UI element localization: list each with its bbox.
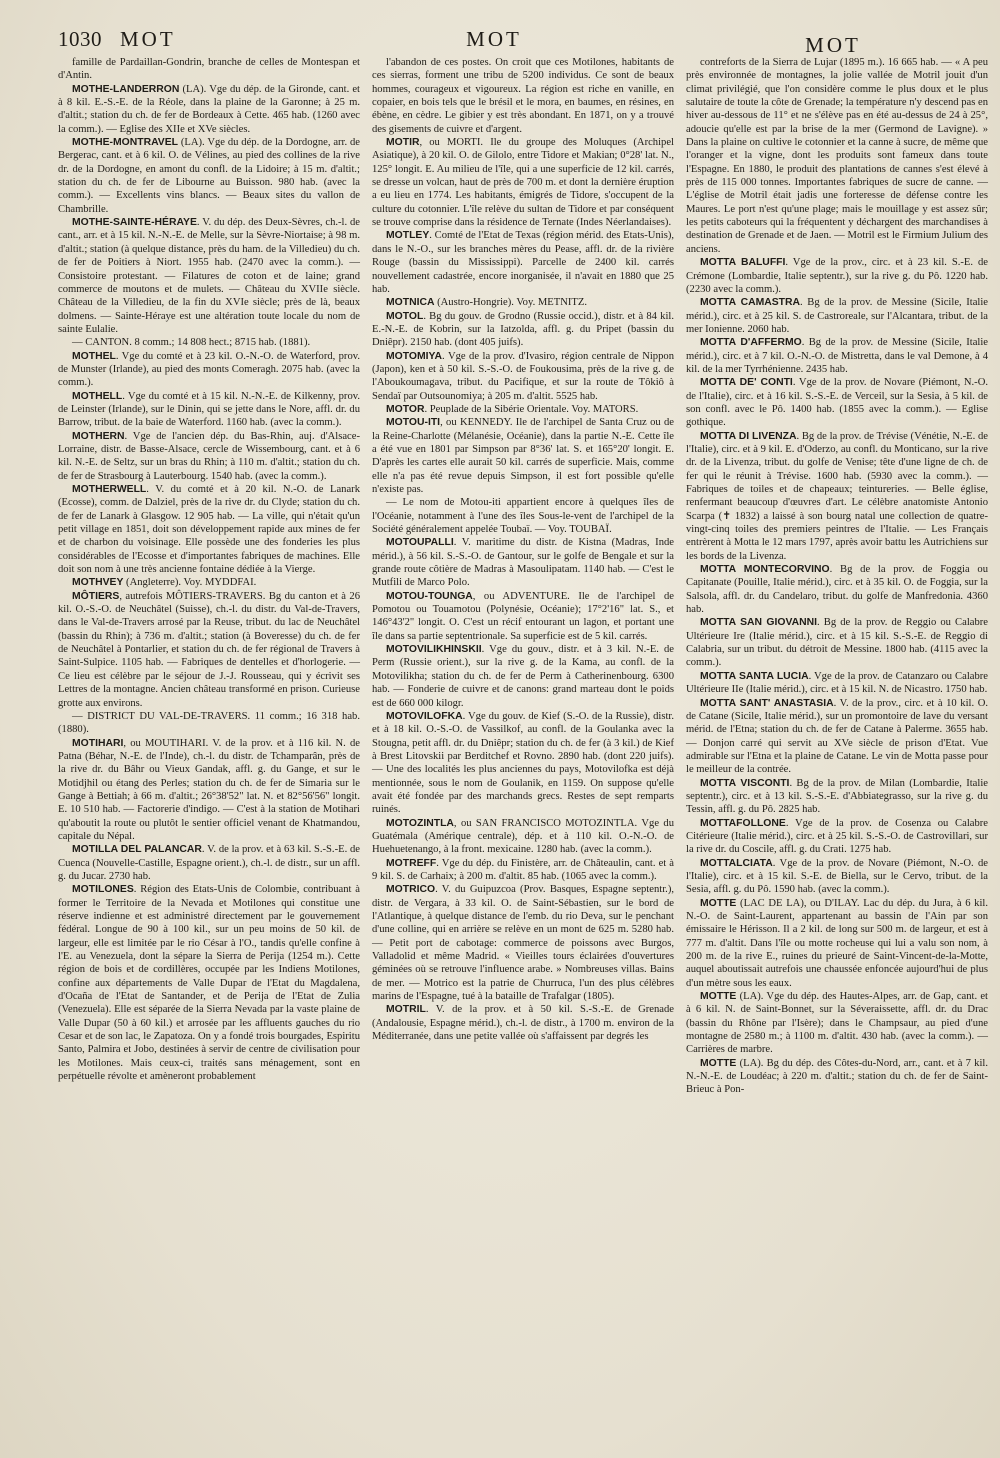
dictionary-entry xyxy=(372,857,674,884)
dictionary-entry xyxy=(372,56,674,136)
dictionary-entry xyxy=(58,390,360,430)
entry-headword: MOTHERWELL xyxy=(72,484,147,495)
entry-text: — DISTRICT DU VAL-DE-TRAVERS. 11 comm.; 16 318 hab. (1880). xyxy=(58,710,360,736)
entry-headword: MOTTA SANTA LUCIA xyxy=(700,670,809,682)
dictionary-entry xyxy=(58,737,360,844)
dictionary-entry xyxy=(372,229,674,296)
entry-text: , ou SAN FRANCISCO MOTOZINTLA. Vge du Guatémala (Amérique centrale), dép. et à 110 kil. O.-N.-O. de Huehuetenango, à la front. mexicaine. 1280 hab. (avec la comm.). xyxy=(372,817,674,856)
entry-headword: MOTTALCIATA xyxy=(700,857,773,869)
dictionary-entry xyxy=(686,670,988,697)
entry-text: . Vge de la prov. de Cosenza ou Calabre Citérieure (Italie mérid.), circ. et à 25 kil. S.-S.-O. de Castrovillari, sur la rive dr. du Coscile, affl. g. du Crati. 1275 hab. xyxy=(686,817,988,856)
dictionary-entry xyxy=(686,1057,988,1097)
dictionary-entry xyxy=(372,350,674,403)
entry-headword: MOTILLA DEL PALANCAR xyxy=(72,844,202,856)
entry-headword: MOTOR xyxy=(386,403,425,415)
entry-text: . Vge de la prov. d'Ivasiro, région centrale de Nippon (Japon), ken et à 50 kil. S.-S.-O. de Foukousima, près de la rive g. de l'Aboukoumagava, tribut. du Pacifique, et sur la route de Tôkiô à Sendaï par Outsounomiya; à 205 m. d'altit. 5525 hab. xyxy=(372,350,674,402)
dictionary-entry xyxy=(372,296,674,309)
entry-text: (LA). Vge du dép. des Hautes-Alpes, arr. de Gap, cant. et à 6 kil. N. de Saint-Bonnet, sur la Séveraissette, affl. dr. du Drac (bassin du Rhône par l'Isère); dans le Champsaur, au pied d'une montagne de 2580 m.; à 1100 m. d'altit. 430 hab. (avec la comm.). — Carrières de marbre. xyxy=(686,991,988,1056)
dictionary-entry xyxy=(372,883,674,1003)
entry-text: . V. du comté et à 20 kil. N.-O. de Lanark (Ecosse), comm. de Dalziel, près de la rive dr. du Clyde; station du ch. de fer de Lanark à Glasgow. 12 905 hab. — La ville, qui n'était qu'un petit village en 1851, doit son développement rapide aux mines de fer et de charbon du voisinage. Elle possède une des fonderies les plus considérables de l'Ecosse et d'importantes fabriques de machines. Elle doit son nom à une très ancienne fontaine dédiée à la Vierge. xyxy=(58,484,360,576)
entry-headword: MOTTA DE' CONTI xyxy=(700,377,793,389)
dictionary-entry xyxy=(58,590,360,710)
dictionary-entry xyxy=(686,990,988,1057)
dictionary-entry xyxy=(58,710,360,737)
entry-text: . Région des Etats-Unis de Colombie, contribuant à former le Territoire de la Nevada et Motilones qui constitue une réserve indienne et est administré directement par le gouvernement fédéral. Longue de 90 à 100 kil., sur un peu moins de 50 kil. de largeur, elle est limitée par le rio César à l'O., tandis qu'elle confine à l'E. au Venezuela, dont la sépare la Sierra de Perija (1254 m.). Cette région de bois et de cordillères, occupée par les Indiens Motilones, confine aux départements de Valle Dupar de l'Etat du Magdalena, d'Ocaña de l'Etat de Santander, et de Perija de l'Etat de Zulia (Venezuela). Elle est séparée de la Sierra Nevada par la vaste plaine de Valle Dupar (50 à 60 kil.) et arrosée par les affluents gauches du rio Cesar et de son lac, le Zapatoza. On y a fondé trois bourgades, Espiritu Santo, Palmira et Jobo, destinées à servir de centre de civilisation pour les Motilones. Mais ceux-ci, traités sans ménagement, sont en perpétuelle révolte et amèneront probablement xyxy=(58,884,360,1083)
entry-headword: MOTTA DI LIVENZA xyxy=(700,430,797,442)
entry-headword: MOTTE xyxy=(700,991,737,1003)
entry-text: . V. du Guipuzcoa (Prov. Basques, Espagne septentr.), distr. de Vergara, à 33 kil. O. de Saint-Sébastien, sur le bord de l'Atlantique, à quelque distance de l'emb. du rio Deva, sur le penchant d'une colline, qui en arrière se relève en un mont de 625 m. 5280 hab. — Petit port de cabotage: commerce de poissons avec Burgos, Valladolid et même Madrid. « Vieilles tours éclairées d'ouvertures géminées où se retrouve l'influence arabe. » Nombreuses villas. Bains de mer. — Motrico est la patrie de Churruca, l'un des plus célèbres marins de l'Espagne, tué à la bataille de Trafalgar (1805). xyxy=(372,884,674,1003)
dictionary-entry xyxy=(686,857,988,897)
entry-text: — Le nom de Motou-iti appartient encore à quelques îles de l'Océanie, notamment à l'une des îles Sous-le-vent de l'archipel de la Société généralement appelée Toubaï. — Voy. TOUBAÏ. xyxy=(372,497,674,536)
entry-headword: MOTHVEY xyxy=(72,577,124,589)
dictionary-entry xyxy=(686,56,988,256)
entry-text: (LA). Vge du dép. de la Gironde, cant. et à 8 kil. E.-S.-E. de la Réole, dans la plaine de la Garonne; à 25 m. d'altit.; station du ch. de fer de Bordeaux à Cette. 465 hab. (1260 avec la comm.). — Eglise des XIIe et XVe siècles. xyxy=(58,83,360,135)
entry-text: , ou MOUTIHARI. V. de la prov. et à 116 kil. N. de Patna (Béhar, N.-E. de l'Inde), ch.-l. du distr. de Tchamparân, près de la rive dr. du Bâhr ou Vieux Gandak, affl. g. du Gange, et sur le Motidjhil ou étang des Perles; station du ch. de fer de Simaria sur le Gange à Bettiah; à 66 m. d'altit.; 26°38'52" lat. N. et 82°56'56" longit. E. 10 510 hab. — Factorerie d'indigo. — C'est à la station de Motihari qu'aboutit la route ou plutôt le sentier officiel venant de Khatmandou, capitale du Népal. xyxy=(58,737,360,842)
dictionary-entry xyxy=(372,136,674,229)
entry-text: contreforts de la Sierra de Lujar (1895 m.). 16 665 hab. — « A peu près environnée de montagnes, la jolie vallée de Motril jouit d'un climat privilégié, que l'on considère comme le plus doux et le plus salutaire de toute la côte de Grenade; la température n'y descend pas en hiver au-dessous de 11° et ne s'élève pas en été au-dessus de 24 à 25°, adoucie qu'elle est par la brise de la mer (Germond de Lavigne). » Dans la plaine on cultive le cotonnier et la canne à sucre, de même que l'oranger et la vigne, dont les produits sont fameux dans toute l'Espagne. En 1880, le produit des plantations de cannes s'est élevé à près de 115 000 tonnes. Importantes fabriques de sucre de canne. — L'église de Motril était jadis une forteresse de défense contre les Maures. Le port n'est qu'une plage; mais le mouillage y est assez sûr; les petits caboteurs qui la fréquentent y déchargent des marchandises à destination de Grenade et de Jaen. — Motril est le Firmium Julium des anciens. xyxy=(686,57,988,255)
entry-headword: MOTTA SAN GIOVANNI xyxy=(700,617,818,629)
entry-headword: MOTTE xyxy=(700,897,737,909)
entry-headword: MOTTE xyxy=(700,1057,737,1069)
dictionary-entry xyxy=(58,350,360,390)
entry-headword: MOTOUPALLI xyxy=(386,537,454,549)
entry-headword: MOTOL xyxy=(386,310,424,322)
entry-text: . V. de la prov. et à 50 kil. S.-S.-E. de Grenade (Andalousie, Espagne mérid.), ch.-l. de distr., à 1700 m. environ de la Méditerranée, dans une petite vallée où s'affaissent par degrés les xyxy=(372,1004,674,1043)
entry-text: l'abandon de ces postes. On croit que ces Motilones, habitants de ces sierras, forment une tribu de 5200 individus. Ce sont de beaux hommes, courageux et vigoureux. La région est riche en vanille, en copaier, en bois tels que le brésil et le mora, en baumes, en résines, en ébène, en cèdre. Le gibier y est très abondant. En 1871, on y a trouvé des gisements de cuivre et d'argent. xyxy=(372,57,674,135)
entry-headword: MOTREFF xyxy=(386,857,437,869)
running-head-word-left: MOT xyxy=(120,27,176,51)
dictionary-entry xyxy=(686,563,988,616)
entry-text: . Vge de la prov. de Catanzaro ou Calabre Ultérieure IIe (Italie mérid.), circ. et à 15 kil. N. de Nicastro. 1750 hab. xyxy=(686,670,988,696)
entry-text: . Bg de la prov. de Reggio ou Calabre Ultérieure Ire (Italie mérid.), circ. et à 15 kil. S.-S.-E. de Reggio di Calabria, sur un tribut. du détroit de Messine. 1800 hab. (4115 avec la comm.). xyxy=(686,617,988,669)
entry-headword: MOTTA VISCONTI xyxy=(700,777,790,789)
entry-text: (Angleterre). Voy. MYDDFAI. xyxy=(123,577,257,589)
entry-headword: MOTOZINTLA xyxy=(386,817,454,829)
dictionary-entry xyxy=(372,416,674,496)
entry-text: (LA). Vge du dép. de la Dordogne, arr. de Bergerac, cant. et à 6 kil. O. de Vélines, au pied des collines de la rive dr. de la Dordogne, en amont du confl. de la Lidoire; à 15 m. d'altit.; station du ch. de fer de Libourne au Buisson. 980 hab. (avec la comm.). — Excellents vins blancs. — Beaux sites du vallon de Chambrille. xyxy=(58,137,360,215)
dictionary-entry xyxy=(372,817,674,857)
dictionary-entry xyxy=(58,430,360,483)
entry-headword: MOTOVILIKHINSKII xyxy=(386,644,482,656)
text-column-2 xyxy=(372,56,674,1446)
entry-headword: MOTLEY xyxy=(386,230,430,242)
running-head-left xyxy=(58,27,362,52)
entry-headword: MOTOVILOFKA xyxy=(386,710,463,722)
dictionary-entry xyxy=(58,83,360,136)
entry-headword: MOTRICO xyxy=(386,884,436,896)
entry-text: . Bg de la prov. de Messine (Sicile, Italie mérid.), circ. et à 7 kil. O.-N.-O. de Mistretta, dans le val Demone, à 4 kil. de la mer Tyrrhénienne. 2435 hab. xyxy=(686,337,989,375)
dictionary-entry xyxy=(58,883,360,1083)
entry-headword: MOTIR xyxy=(386,137,420,149)
running-head xyxy=(58,22,970,57)
entry-headword: MOTTA SANT' ANASTASIA xyxy=(700,697,834,709)
dictionary-entry xyxy=(58,56,360,83)
entry-text: . Vge de la prov. de Novare (Piémont, N.-O. de l'Italie), circ. et à 15 kil. S.-E. de Biella, sur le Cervo, tribut. de la Sesia, affl. g. du Pô. 1590 hab. (avec la comm.). xyxy=(686,857,988,896)
dictionary-entry xyxy=(686,897,988,990)
dictionary-entry xyxy=(686,697,988,777)
dictionary-entry xyxy=(372,310,674,350)
entry-text: . Vge de la prov. de Novare (Piémont, N.-O. de l'Italie), circ. et à 16 kil. S.-S.-E. de Verceil, sur la Sesia, à 5 kil. de son confl. avec le Pô. 1400 hab. (1855 avec la comm.). — Eglise gothique. xyxy=(686,377,989,429)
entry-headword: MOTHERN xyxy=(72,430,125,442)
entry-text: . Vge du comté et à 23 kil. O.-N.-O. de Waterford, prov. de Munster (Irlande), au pied des monts Comeragh. 2075 hab. (avec la comm.). xyxy=(58,350,360,389)
dictionary-entry xyxy=(372,590,674,643)
dictionary-entry xyxy=(58,576,360,589)
entry-text: — CANTON. 8 comm.; 14 808 hect.; 8715 hab. (1881). xyxy=(72,337,311,349)
entry-headword: MOTHE-SAINTE-HÉRAYE xyxy=(72,217,197,229)
page-number: 1030 xyxy=(58,27,102,51)
entry-headword: MOTOU-ITI xyxy=(386,417,441,429)
dictionary-entry xyxy=(686,430,988,563)
entry-headword: MOTHELL xyxy=(72,390,123,402)
dictionary-entry xyxy=(58,483,360,576)
dictionary-entry xyxy=(686,817,988,857)
entry-text: . V. de la prov., circ. et à 10 kil. O. de Catane (Sicile, Italie mérid.), sur un promontoire de lave du versant mérid. de l'Etna; station du ch. de fer de Catane à Palerme. 3655 hab. — Donjon carré qui servit au XVe siècle de prison d'Etat. Vue admirable sur l'Etna et la plaine de Catane. Le vin de Motta passe pour le meilleur de la contrée. xyxy=(686,697,989,776)
entry-text: . Vge du gouv. de Kief (S.-O. de la Russie), distr. et à 18 kil. O.-S.-O. de Vassilkof, au confl. de la Goulanka avec la Stougna, petit affl. dr. du Dniêpr; station du ch. de fer (à 3 kil.) de Kief à Brest Litovskii par Berditchef et Rovno. 2890 hab. (dont 220 juifs). — Une des localités les plus anciennes du pays, Motovilofka est déjà mentionnée, sous le nom de Goulanik, en 1159. On suppose qu'elle avait été fondée par des marchands grecs. Restes de sept remparts ruinés. xyxy=(372,710,674,816)
entry-text: . Comté de l'Etat de Texas (région mérid. des Etats-Unis), dans le N.-O., sur les branches mères du Pease, affl. dr. de la rivière Rouge (bassin du Mississippi). Parcelle de 2400 kil. carrés nouvellement cadastrée, encore inorganisée, il n'avait en 1880 que 25 hab. xyxy=(372,230,674,295)
entry-text: . Bg de la prov. de Foggia ou Capitanate (Pouille, Italie mérid.), circ. et à 35 kil. O. de Foggia, sur la Salsola, affl. dr. du Candelaro, tribut. du golfe de Manfredonia. 4360 hab. xyxy=(686,564,988,616)
entry-headword: MOTTA D'AFFERMO xyxy=(700,337,802,349)
entry-headword: MOTOMIYA xyxy=(386,350,443,362)
entry-text: , ou MORTI. Ile du groupe des Moluques (Archipel Asiatique), à 20 kil. O. de Gilolo, entre Tidore et Makian; 0°28' lat. N., 125° longit. E. Au milieu de l'île, qui a une superficie de 12 kil. carrés, se dresse un volcan, haut de près de 700 m. et dont la dernière éruption a eu lieu en 1774. Les habitants, émigrés de Tidore, s'occupent de la culture du cotonnier. L'île relève du sultan de Tidore et par conséquent se trouve comprise dans la résidence de Ternate (Indes Néerlandaises). xyxy=(372,137,674,229)
dictionary-entry xyxy=(686,256,988,296)
entry-text: (Austro-Hongrie). Voy. METNITZ. xyxy=(434,297,587,309)
entry-text: . V. de la prov. et à 63 kil. S.-S.-E. de Cuenca (Nouvelle-Castille, Espagne orient.), ch.-l. de distr., sur un affl. g. du Jucar. 2730 hab. xyxy=(58,844,360,882)
entry-text: . Vge du comté et à 15 kil. N.-N.-E. de Kilkenny, prov. de Leinster (Irlande), sur le Dinin, qui se jette dans le Nore, affl. dr. du Barrow, tribut. de la baie de Waterford. 1160 hab. (avec la comm.). xyxy=(58,390,360,429)
entry-text: . Vge de l'ancien dép. du Bas-Rhin, auj. d'Alsace-Lorraine, distr. de Basse-Alsace, cercle de Wissembourg, cant. et à 6 kil. N.-E. de Seltz, sur un bras du Rhin; à 110 m. d'altit.; station du ch. de fer de Strasbourg à Lauterbourg. 1540 hab. (avec la comm.). xyxy=(58,430,360,482)
entry-text: . Vge de la prov., circ. et à 23 kil. S.-E. de Crémone (Lombardie, Italie septentr.), sur la rive g. du Pô. 1220 hab. (2230 avec la comm.). xyxy=(686,257,988,295)
entry-text: . Vge du dép. du Finistère, arr. de Châteaulin, cant. et à 9 kil. S. de Carhaix; à 200 m. d'altit. 85 hab. (1065 avec la comm.). xyxy=(372,857,674,882)
entry-text: , ou ADVENTURE. Ile de l'archipel de Pomotou ou Touamotou (Polynésie, Océanie); 17°2'16" lat. S., et 146°43'2" longit. O. C'est un récif entourant un lagon, et portant une île dans sa partie septentrionale. Sa superficie est de 5 kil. carrés. xyxy=(372,590,674,642)
entry-headword: MOTNICA xyxy=(386,297,435,309)
entry-text: , autrefois MÔTIERS-TRAVERS. Bg du canton et à 26 kil. O.-S.-O. de Neuchâtel (Suisse), ch.-l. du distr. du Val-de-Travers, dans le Val-de-Travers arrosé par la Reuse, tribut. du lac de Neuchâtel (bassin du Rhin); à 736 m. d'altit.; station (à Boveresse) du ch. de fer de Neuchâtel à Pontarlier, et station du ch. de fer régional de Travers à Saint-Sulpice. 1105 hab. — Fabriques de dentelles et d'horlogerie. — Ce lieu est célèbre par le séjour de J.-J. Rousseau, qui y écrivit ses Lettres de la montagne. Ancien château transformé en prison. Curieuse grotte aux environs. xyxy=(58,590,360,709)
entry-headword: MOTRIL xyxy=(386,1004,426,1016)
entry-text: . Vge du gouv., distr. et à 3 kil. N.-E. de Perm (Russie orient.), sur la rive g. de la Kama, au confl. de la Motovilikha; station du ch. de fer de Perm à Catherinenbourg. 6300 hab. — Fonderie de cuivre et de canons: grand marteau dont le poids est de 660 000 kilogr. xyxy=(372,644,674,709)
dictionary-entry xyxy=(58,843,360,883)
dictionary-entry xyxy=(686,376,988,429)
dictionary-entry xyxy=(372,643,674,710)
running-head-word-right: MOT xyxy=(805,33,861,57)
text-column-3 xyxy=(686,56,988,1446)
entry-text: . Bg de la prov. de Messine (Sicile, Italie mérid.), circ. et à 25 kil. S. de Castroreale, sur l'Alcantara, tribut. de la mer Ionienne. 2060 hab. xyxy=(686,297,989,335)
entry-headword: MOTHE-MONTRAVEL xyxy=(72,137,179,149)
dictionary-entry xyxy=(686,296,988,336)
entry-headword: MOTTA CAMASTRA xyxy=(700,297,801,309)
entry-text: . Bg du gouv. de Grodno (Russie occid.), distr. et à 84 kil. E.-N.-E. de Kobrin, sur la Iatzolda, affl. g. du Pripet (bassin du Dniêpr). 2150 hab. (dont 405 juifs). xyxy=(372,310,674,349)
entry-headword: MOTILONES xyxy=(72,884,134,896)
entry-text: . V. du dép. des Deux-Sèvres, ch.-l. de cant., arr. et à 15 kil. N.-N.-E. de Melle, sur la Sèvre-Niortaise; à 98 m. d'altit.; station (à quelque distance, près du ham. de la Villedieu) du ch. de fer de Poitiers à Niort. 1955 hab. (2470 avec la comm.). — Consistoire protestant. — Filatures de coton et de laine; grand commerce de moutons et de mulets. — Château du XVIIe siècle. Château de la Villedieu, de la fin du XVIe siècle; près de là, beaux dolmens. — Sainte-Héraye est une altération toute locale du nom de sainte Eulalie. xyxy=(58,217,360,335)
entry-headword: MOTTAFOLLONE xyxy=(700,817,786,829)
running-head-word-middle: MOT xyxy=(466,27,522,51)
dictionary-entry xyxy=(372,536,674,589)
text-column-1 xyxy=(58,56,360,1446)
entry-text: (LA). Bg du dép. des Côtes-du-Nord, arr., cant. et à 7 kil. N.-N.-E. de Loudéac; à 220 m. d'altit.; station du ch. de fer de Saint-Brieuc à Pon- xyxy=(686,1057,988,1096)
dictionary-entry xyxy=(58,336,360,349)
entry-headword: MOTTA BALUFFI xyxy=(700,257,786,269)
dictionary-entry xyxy=(372,496,674,536)
dictionary-entry xyxy=(686,336,988,376)
entry-headword: MOTHEL xyxy=(72,350,116,362)
entry-text: (LAC DE LA), ou D'ILAY. Lac du dép. du Jura, à 6 kil. N.-O. de Saint-Laurent, appartenant au bassin de l'Ain par son émissaire le Hérisson. Il a 2 kil. de long sur 500 m. de largeur, et est à 777 m. d'altit. Dans l'île ou motte rocheuse qui lui a valu son nom, à 200 m. de la rive E., ruines du prieuré de Saint-Vincent-de-la-Motte, auquel aboutissait autrefois une chaussée enfoncée aujourd'hui de plus d'un mètre sous les eaux. xyxy=(686,897,988,989)
dictionary-entry xyxy=(686,777,988,817)
entry-text: . Bg de la prov. de Milan (Lombardie, Italie septentr.), circ. et à 13 kil. S.-S.-E. d'Abbiategrasso, sur la rive g. du Tessin, affl. g. du Pô. 2825 hab. xyxy=(686,777,988,816)
dictionary-entry xyxy=(372,1003,674,1043)
entry-text: famille de Pardaillan-Gondrin, branche de celles de Montespan et d'Antin. xyxy=(58,57,360,82)
entry-text: . V. maritime du distr. de Kistna (Madras, Inde mérid.), à 56 kil. S.-S.-O. de Gantour, sur le golfe de Bengale et sur la grande route côtière de Madras à Masoulipatam. 1140 hab. — C'est le Mutfili de Marco Polo. xyxy=(372,537,674,589)
entry-text: , ou KENNEDY. Ile de l'archipel de Santa Cruz ou de la Reine-Charlotte (Mélanésie, Océanie), dans la partie N.-E. Cette île a été vue en 1801 par Simpson par 8°36' lat. S. et 165°20' longit. E. D'après les cartes elle aurait 50 kil. carrés de superficie. Mais, comme elle n'a pas été revue depuis Simpson, il est fort possible qu'elle n'existe pas. xyxy=(372,417,674,495)
entry-headword: MOTTA MONTECORVINO xyxy=(700,564,830,576)
dictionary-entry xyxy=(58,136,360,216)
dictionary-entry xyxy=(372,710,674,817)
text-columns xyxy=(58,56,989,1446)
entry-headword: MÔTIERS xyxy=(72,590,120,602)
entry-headword: MOTIHARI xyxy=(72,737,124,749)
entry-text: . Bg de la prov. de Trévise (Vénétie, N.-E. de l'Italie), circ. et à 9 kil. E. d'Oderzo, au confl. du Monticano, sur la rive dr. de la Livenza, tribut. du golfe de Venise; tête d'une ligne de ch. de fer qui le réunit à Trévise. 1600 hab. (5930 avec la comm.). — Fabriques de toiles et de chapeaux; teintureries. — Belle église, renfermant beaucoup d'œuvres d'art. Le célèbre anatomiste Antonio Scarpa (✝ 1832) a laissé à son bourg natal une collection de quatre-vingt-cinq toiles des premiers peintres de l'Italie. — Les Français entrèrent à Motta le 12 mars 1797, après avoir battu les Autrichiens sur les bords de la Livenza. xyxy=(686,430,988,562)
dictionary-entry xyxy=(686,616,988,669)
entry-headword: MOTHE-LANDERRON xyxy=(72,83,180,95)
dictionary-entry xyxy=(372,403,674,416)
entry-text: . Peuplade de la Sibérie Orientale. Voy. MATORS. xyxy=(424,403,639,415)
entry-headword: MOTOU-TOUNGA xyxy=(386,590,473,602)
dictionary-entry xyxy=(58,216,360,336)
